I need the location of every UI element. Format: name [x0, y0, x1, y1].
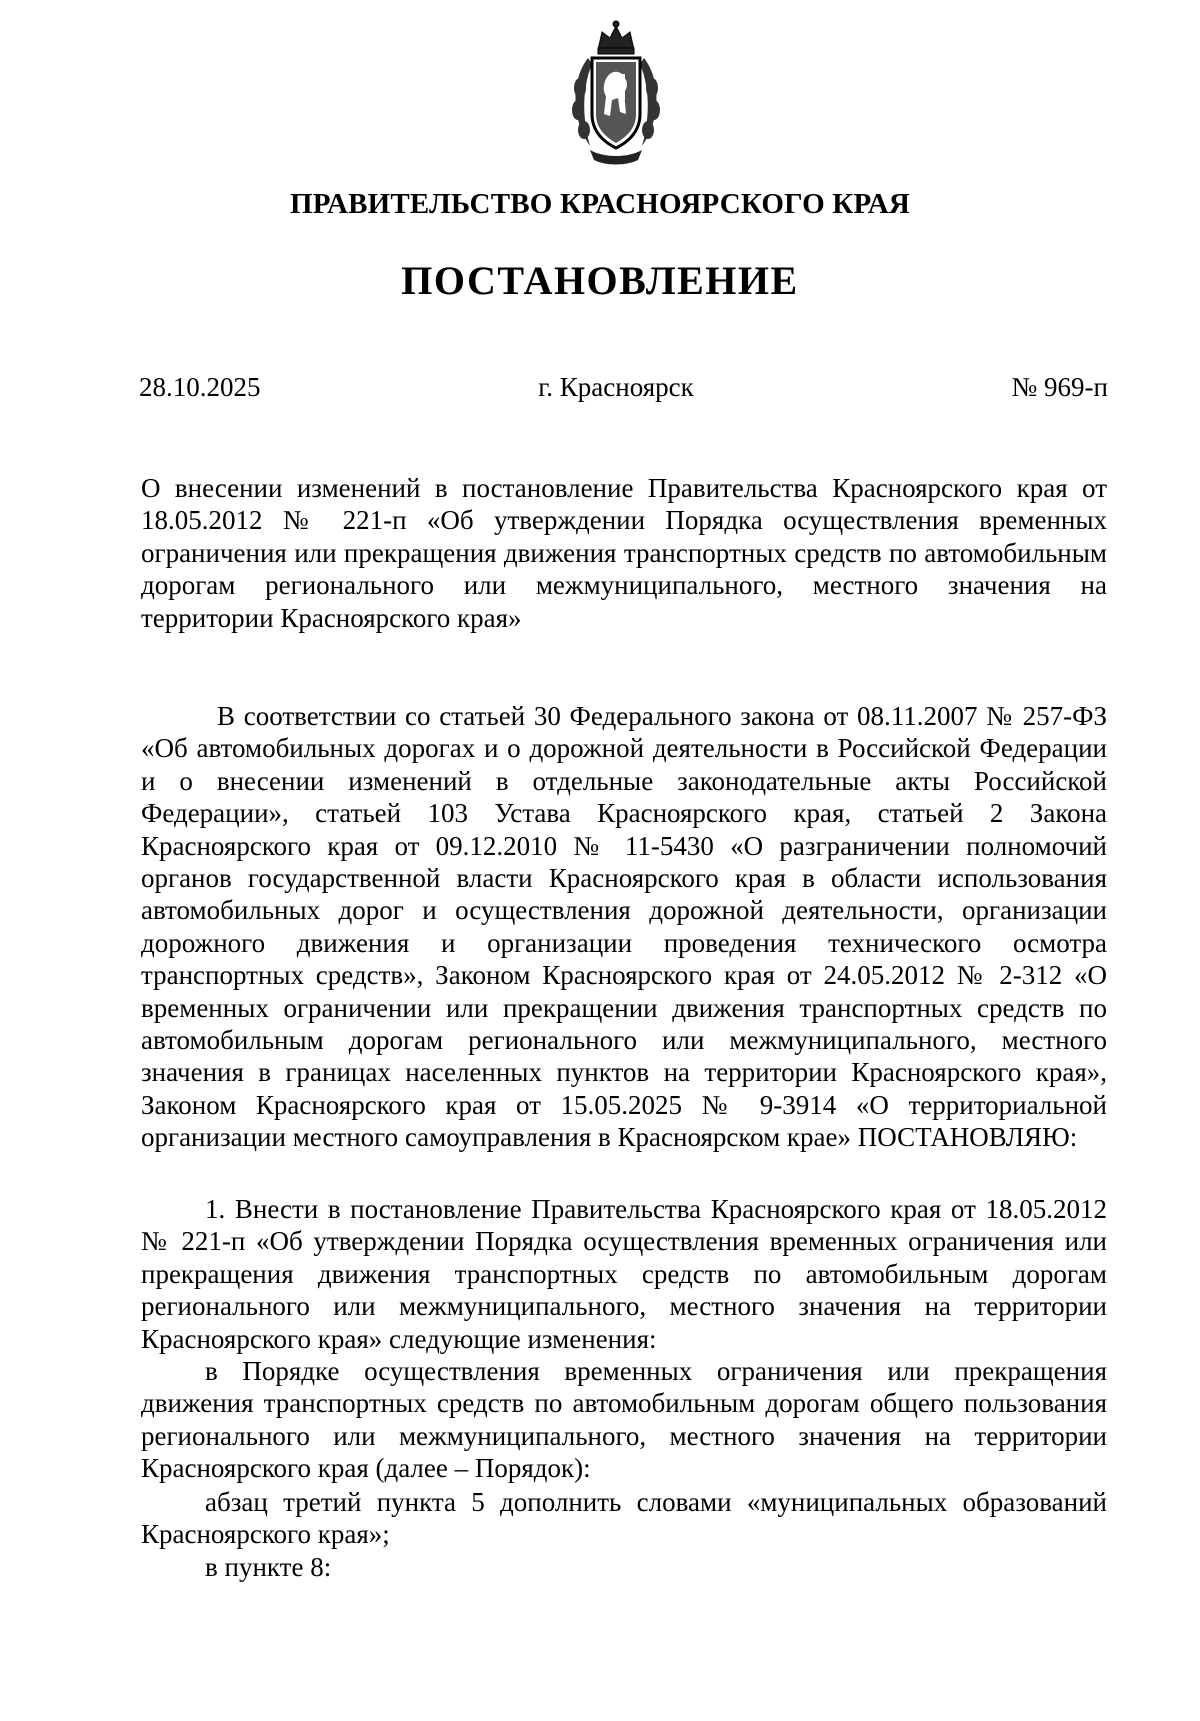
coat-of-arms-icon [568, 18, 664, 166]
document-number: № 969-п [1011, 372, 1108, 402]
point-8-paragraph: в пункте 8: [205, 1552, 332, 1582]
government-name: ПРАВИТЕЛЬСТВО КРАСНОЯРСКОГО КРАЯ [289, 188, 911, 220]
order-paragraph: в Порядке осуществления временных ограничения или прекращения движения транспортных средств по автомобильным дорогам общего пользования регионального или межмуниципального, местного значения на территории Красноярского края (далее – Порядок): [141, 1356, 1107, 1484]
document-date: 28.10.2025 [139, 372, 261, 402]
document-type: ПОСТАНОВЛЕНИЕ [401, 258, 799, 303]
document-title: О внесении изменений в постановление Правительства Красноярского края от 18.05.2012 № 221-п «Об утверждении Порядка осуществления временных ограничения или прекращения движения транспортных средств по автомобильным дорогам регионального или межмуниципального, местного значения на территории Красноярского края» [141, 473, 1107, 633]
item-1-paragraph: 1. Внести в постановление Правительства Красноярского края от 18.05.2012 № 221-п «Об утверждении Порядка осуществления временных ограничения или прекращения движения транспортных средств по автомобильным дорогам регионального или межмуниципального, местного значения на территории Красноярского края» следующие изменения: [141, 1194, 1107, 1354]
paragraph-3-amendment: абзац третий пункта 5 дополнить словами «муниципальных образований Красноярского края»; [141, 1487, 1107, 1550]
document-city: г. Красноярск [538, 372, 694, 402]
preamble-paragraph: В соответствии со статьей 30 Федерального закона от 08.11.2007 № 257-ФЗ «Об автомобильных дорогах и о дорожной деятельности в Российской Федерации и о внесении изменений в отдельные законодательные акты Российской Федерации», статьей 103 Устава Красноярского края, статьей 2 Закона Красноярского края от 09.12.2010 № 11-5430 «О разграничении полномочий органов государственной власти Красноярского края в области использования автомобильных дорог и осуществления дорожной деятельности, организации дорожного движения и организации проведения технического осмотра транспортных средств», Законом Красноярского края от 24.05.2012 № 2-312 «О временных ограничении или прекращении движения транспортных средств по автомобильным дорогам регионального или межмуниципального, местного значения в границах населенных пунктов на территории Красноярского края», Законом Красноярского края от 15.05.2025 № 9-3914 «О территориальной организации местного самоуправления в Красноярском крае» ПОСТАНОВЛЯЮ: [141, 701, 1107, 1153]
